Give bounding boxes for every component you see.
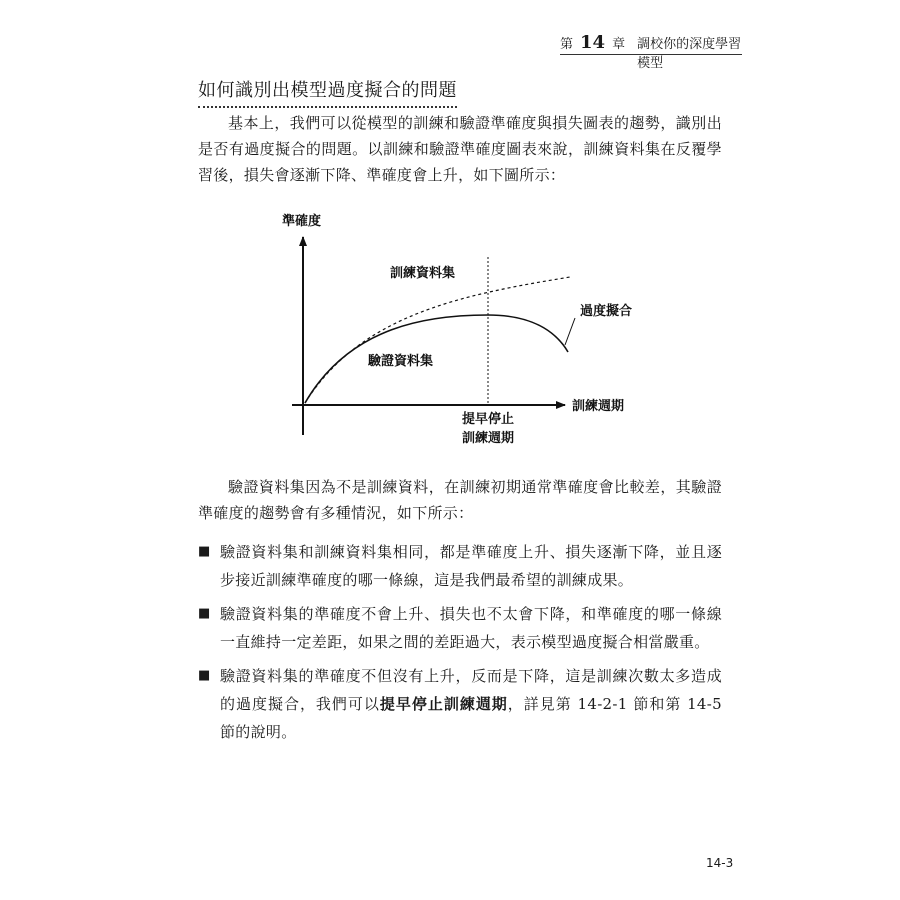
overfit-label: 過度擬合 (580, 304, 633, 319)
bullet-text: 驗證資料集的準確度不會上升、損失也不太會下降，和準確度的哪一條線一直維持一定差距，如果之間的差距過大，表示模型過度擬合相當嚴重。 (220, 605, 722, 651)
intro-paragraph: 基本上，我們可以從模型的訓練和驗證準確度與損失圖表的趨勢，識別出是否有過度擬合的問題。以訓練和驗證準確度圖表來說，訓練資料集在反覆學習後，損失會逐漸下降、準確度會上升，如下圖所示： (198, 114, 722, 184)
bullet-item-1 (198, 538, 722, 594)
chapter-title: 調校你的深度學習模型 (637, 37, 742, 71)
bullet-text: 驗證資料集和訓練資料集相同，都是準確度上升、損失逐漸下降，並且逐步接近訓練準確度的哪一條線，這是我們最希望的訓練成果。 (220, 543, 722, 589)
bullet-item-2 (198, 600, 722, 656)
validation-curve (305, 315, 568, 403)
bullet-text-pre: 驗證資料集的準確度不但沒有上升，反而是下降，這是訓練次數太多造成的過度擬合，我們可以 (220, 667, 722, 713)
bullet-square-icon: ■ (198, 544, 211, 559)
chapter-prefix: 第 (560, 37, 574, 52)
training-label: 訓練資料集 (390, 266, 456, 281)
bullet-text-post: ，詳見第 14-2-1 節和第 14-5 節的說明。 (220, 695, 722, 741)
bullet-text (220, 662, 722, 746)
chapter-suffix: 章 (612, 37, 626, 52)
section-title: 如何識別出模型過度擬合的問題 (198, 76, 457, 108)
overfit-pointer (565, 318, 575, 345)
y-axis-label: 準確度 (282, 214, 322, 229)
chapter-header (560, 32, 742, 71)
chapter-number: 14 (580, 32, 606, 53)
training-curve (305, 277, 570, 403)
early-stop-label-line2: 訓練週期 (462, 431, 515, 446)
overfitting-diagram (270, 205, 670, 455)
early-stop-emphasis: 提早停止訓練週期 (379, 695, 508, 713)
x-axis-label: 訓練週期 (572, 399, 625, 414)
early-stop-label-line1: 提早停止 (462, 412, 515, 427)
bullet-item-3 (198, 662, 722, 746)
validation-label: 驗證資料集 (368, 354, 434, 369)
validation-paragraph: 驗證資料集因為不是訓練資料，在訓練初期通常準確度會比較差，其驗證準確度的趨勢會有多種情況，如下所示： (198, 478, 722, 522)
bullet-square-icon: ■ (198, 668, 211, 683)
bullet-square-icon: ■ (198, 606, 211, 621)
page-number: 14-3 (706, 856, 734, 870)
